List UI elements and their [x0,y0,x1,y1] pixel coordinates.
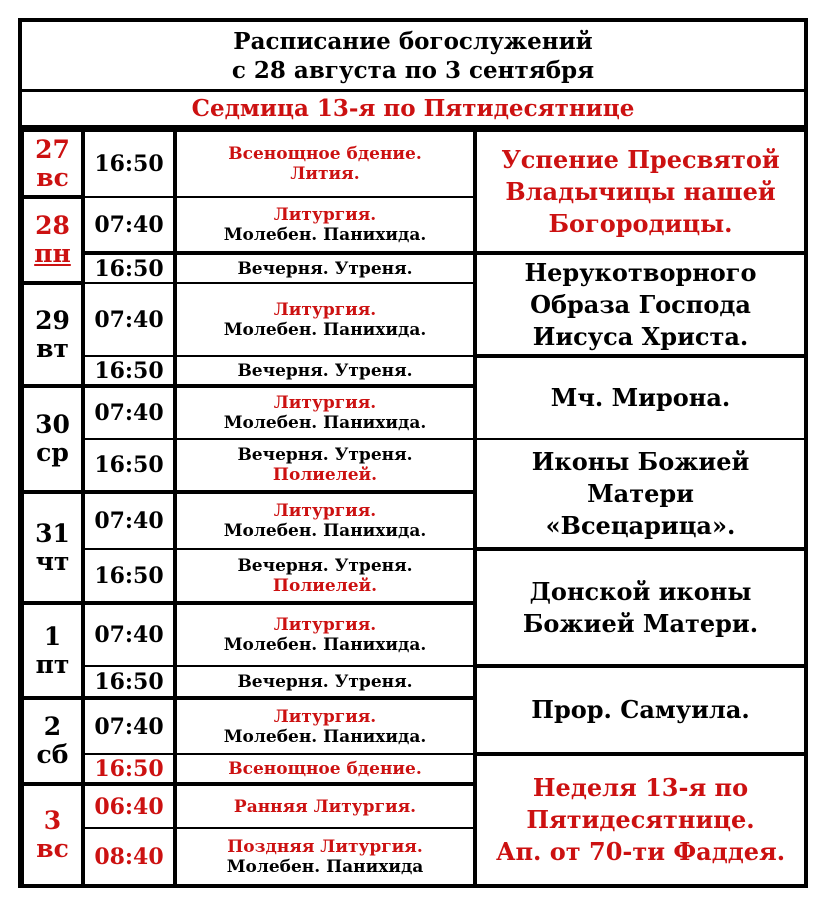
day-cell [23,784,83,885]
service-time: 08:40 [83,828,175,885]
service-cell [175,197,475,253]
service-cell [175,828,475,885]
page-title [22,22,804,92]
feast-line: Образа Господа [530,289,751,319]
service-black: Молебен. Панихида. [223,319,427,340]
service-time: 06:40 [83,784,175,828]
schedule-table [22,128,806,886]
service-red: Полиелей. [272,465,378,485]
feast-cell [475,356,805,439]
feast-line: Мч. Мирона. [550,383,731,412]
service-black: Молебен. Панихида. [223,726,427,747]
day-weekday: вт [36,333,69,363]
day-cell [23,197,83,283]
service-red: Литургия. [273,393,377,413]
feast-line: Успение Пресвятой [501,144,780,174]
day-number: 30 [35,410,70,439]
feast-line: Божией Матери. [522,608,759,638]
table-row [23,754,805,784]
title-line-2: с 28 августа по 3 сентября [231,56,595,84]
service-red: Всенощное бдение. [228,758,422,779]
service-cell [175,549,475,603]
feast-line: Владычицы нашей [505,176,776,206]
service-time: 07:40 [83,283,175,356]
title-line-1: Расписание богослужений [233,27,593,55]
service-black: Молебен. Панихида [226,856,424,877]
service-time: 16:50 [83,130,175,197]
service-cell [175,754,475,784]
service-time: 07:40 [83,386,175,439]
service-cell [175,386,475,439]
feast-line: Неделя 13-я по [532,773,749,802]
service-black: Вечерня. Утреня. [237,360,413,381]
service-time: 16:50 [83,356,175,386]
feast-line: «Всецарица». [545,510,736,540]
feast-cell [475,754,805,885]
service-black: Вечерня. Утреня. [237,555,413,576]
day-cell [23,386,83,492]
feast-line: Донской иконы [529,576,752,606]
service-cell [175,439,475,492]
service-red: Литургия. [273,501,377,521]
day-number: 1 [43,621,62,651]
day-cell [23,492,83,603]
day-weekday: пн [34,239,71,268]
week-subtitle: Седмица 13-я по Пятидесятнице [22,92,804,128]
day-weekday: вс [36,834,69,863]
service-time: 16:50 [83,666,175,698]
feast-cell [475,253,805,356]
service-cell [175,666,475,698]
day-number: 31 [35,518,70,548]
service-black: Вечерня. Утреня. [237,671,413,692]
feast-line: Иконы Божией [531,446,750,476]
service-red-2: Лития. [290,164,360,184]
service-time: 16:50 [83,253,175,283]
service-red: Литургия. [273,204,377,225]
service-red: Полиелей. [272,575,378,596]
feast-line: Ап. от 70-ти Фаддея. [495,837,786,866]
table-row [23,356,805,386]
service-black: Молебен. Панихида. [223,635,427,655]
service-time: 16:50 [83,754,175,784]
day-weekday: чт [35,546,70,576]
feast-cell [475,130,805,253]
service-red: Всенощное бдение. [228,144,422,164]
service-cell [175,283,475,356]
day-cell [23,130,83,197]
feast-line: Иисуса Христа. [532,321,749,351]
feast-cell [475,666,805,754]
table-row [23,666,805,698]
table-row [23,549,805,603]
service-red: Ранняя Литургия. [233,796,417,817]
feast-line: Богородицы. [548,208,733,238]
table-row [23,130,805,197]
day-weekday: сб [36,740,69,769]
service-cell [175,253,475,283]
feast-cell [475,439,805,549]
service-cell [175,492,475,549]
service-time: 07:40 [83,197,175,253]
table-row [23,253,805,283]
service-cell [175,356,475,386]
service-black: Вечерня. Утреня. [237,445,413,465]
feast-line: Прор. Самуила. [531,695,750,724]
service-time: 16:50 [83,439,175,492]
day-number: 3 [43,806,62,835]
day-cell [23,698,83,784]
service-red: Литургия. [273,615,377,635]
service-cell [175,784,475,828]
service-time: 07:40 [83,492,175,549]
service-time: 07:40 [83,698,175,754]
feast-line: Нерукотворного [524,257,757,287]
day-number: 2 [43,712,62,741]
service-cell [175,603,475,666]
table-row [23,439,805,492]
day-weekday: ср [36,438,69,467]
feast-line: Пятидесятнице. [526,805,755,834]
day-number: 29 [35,305,70,335]
service-cell [175,698,475,754]
service-red: Литургия. [273,299,377,320]
service-time: 07:40 [83,603,175,666]
day-number: 28 [35,211,70,240]
service-black: Молебен. Панихида. [223,521,427,541]
feast-line: Матери [587,478,694,508]
service-black: Молебен. Панихида. [223,224,427,245]
day-number: 27 [35,134,70,164]
day-weekday: пт [35,649,70,679]
service-red: Литургия. [273,706,377,727]
service-cell [175,130,475,197]
service-black: Молебен. Панихида. [223,413,427,433]
service-black: Вечерня. Утреня. [237,258,413,279]
service-time: 16:50 [83,549,175,603]
day-cell [23,603,83,698]
service-red: Поздняя Литургия. [227,836,423,857]
day-cell [23,283,83,386]
schedule-frame [18,18,808,888]
day-weekday: вс [36,162,69,192]
feast-cell [475,549,805,666]
